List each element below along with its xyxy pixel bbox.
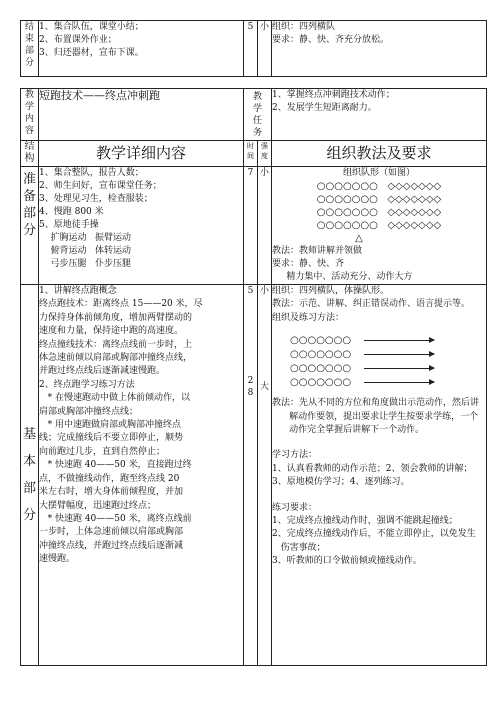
arrow-right-icon	[364, 382, 434, 383]
practice-row: ○○○○○○○	[290, 333, 486, 347]
arrow-right-icon	[364, 354, 434, 355]
col-content: 教学详细内容	[39, 141, 244, 167]
basic-intensity: 小 大	[258, 285, 272, 666]
basic-content: 1、讲解终点跑概念 终点跑技术：距离终点 15——20 米，尽 力保持身体前倾角度，增加两臂摆动的 速度和力量，保持途中跑的高速度。 终点撞线技术：离终点线前一步时，上 体急速前倾以肩部或胸部冲撞终点线， 并跑过终点线后逐渐减速慢跑。 2、终点跑学习练习方法 * 在慢速跑动中做上体前倾动作，以 肩部或胸部冲撞终点线； * 用中速跑做肩部或胸部冲撞终点 线；完成撞线后不要立即停止，顺势 向前跑过几步，直到自然停止； * 快速跑 40——50 米，直接跑过终 点，不做撞线动作，跑至终点线 20 米左右时，增大身体前倾程度，并加 大摆臂幅度，迅速跑过终点； * 快速跑 40——50 米，离终点线前 一步时，上体急速前倾以肩部或胸部 冲撞终点线，并跑过终点线后逐渐减 速慢跑。	[39, 285, 244, 666]
ending-section-table	[20, 20, 487, 77]
basic-method: 组织：四列横队，体操队形。 教法：示范、讲解、纠正错误动作、语言提示等。 组织及练习方法： ○○○○○○○ ○○○○○○○ ○○○○○○○ ○○○○○○○ 教法：先从不同的方位和角度做出示范动作，然后讲 解动作要领，提出要求让学生按要求学练，一个 动作完全掌握后讲解下一个动作。 学习方法： 1、认真看教师的动作示范；2、领会教师的讲解； 3、原地模仿学习；4、逐列练习。 练习要求： 1、完成终点撞线动作时，强调不能跳起撞线； 2、完成终点撞线动作后，不能立即停止，以免发生 伤害事故； 3、听教师的口令做前倾或撞线动作。	[272, 285, 487, 666]
lesson-topic: 短跑技术——终点冲刺跑	[39, 89, 244, 141]
lesson-plan-table	[20, 88, 487, 666]
col-intensity: 强 度	[258, 141, 272, 167]
prep-section-label: 准 备 部 分	[21, 167, 39, 285]
prep-intensity: 小	[258, 167, 272, 285]
formation-row: ○○○○○○○ ◇◇◇◇◇◇◇	[316, 220, 442, 231]
formation-row: ○○○○○○○ ◇◇◇◇◇◇◇	[316, 207, 442, 218]
col-structure: 结 构	[21, 141, 39, 167]
formation-row: ○○○○○○○ ◇◇◇◇◇◇◇	[316, 181, 442, 192]
arrow-right-icon	[364, 368, 434, 369]
basic-section-label: 基 本 部 分	[21, 285, 39, 666]
prep-time: 7	[244, 167, 258, 285]
practice-row: ○○○○○○○	[290, 361, 486, 375]
teacher-triangle-icon: △	[355, 233, 363, 244]
ending-method: 组织：四列横队 要求：静、快、齐充分放松。	[272, 21, 487, 77]
practice-row: ○○○○○○○	[290, 375, 486, 389]
prep-content: 1、集合整队，报告人数； 2、师生问好，宣布课堂任务； 3、处理见习生，检查服装； 4、慢跑 800 米 5、原地徒手操 扩胸运动 振臂运动 俯背运动 体转运动 弓步压腿 仆步压腿	[39, 167, 244, 285]
ending-intensity: 小	[258, 21, 272, 77]
teaching-tasks: 1、掌握终点冲刺跑技术动作； 2、发展学生短距离耐力。	[272, 89, 487, 141]
formation-row: ○○○○○○○ ◇◇◇◇◇◇◇	[316, 194, 442, 205]
ending-time: 5	[244, 21, 258, 77]
arrow-right-icon	[364, 340, 434, 341]
teaching-content-label: 教 学 内 容	[21, 89, 39, 141]
formation-title: 组织队形（如图）	[343, 168, 416, 178]
basic-time: 5 2 8	[244, 285, 258, 666]
ending-section-label: 结 束 部 分	[21, 21, 39, 77]
col-time: 时 间	[244, 141, 258, 167]
teaching-task-label: 教 学 任 务	[244, 89, 272, 141]
ending-content: 1、集合队伍，课堂小结； 2、布置课外作业； 3、归还器材，宣布下课。	[39, 21, 244, 77]
practice-row: ○○○○○○○	[290, 347, 486, 361]
prep-method: 组织队形（如图） ○○○○○○○ ◇◇◇◇◇◇◇ ○○○○○○○ ◇◇◇◇◇◇◇ ○○○○○○○ ◇◇◇◇◇◇◇ ○○○○○○○ ◇◇◇◇◇◇◇ △ 教法：教师讲解并领做 要求：静、快、齐 精力集中、活动充分、动作大方	[272, 167, 487, 285]
col-method: 组织教法及要求	[272, 141, 487, 167]
